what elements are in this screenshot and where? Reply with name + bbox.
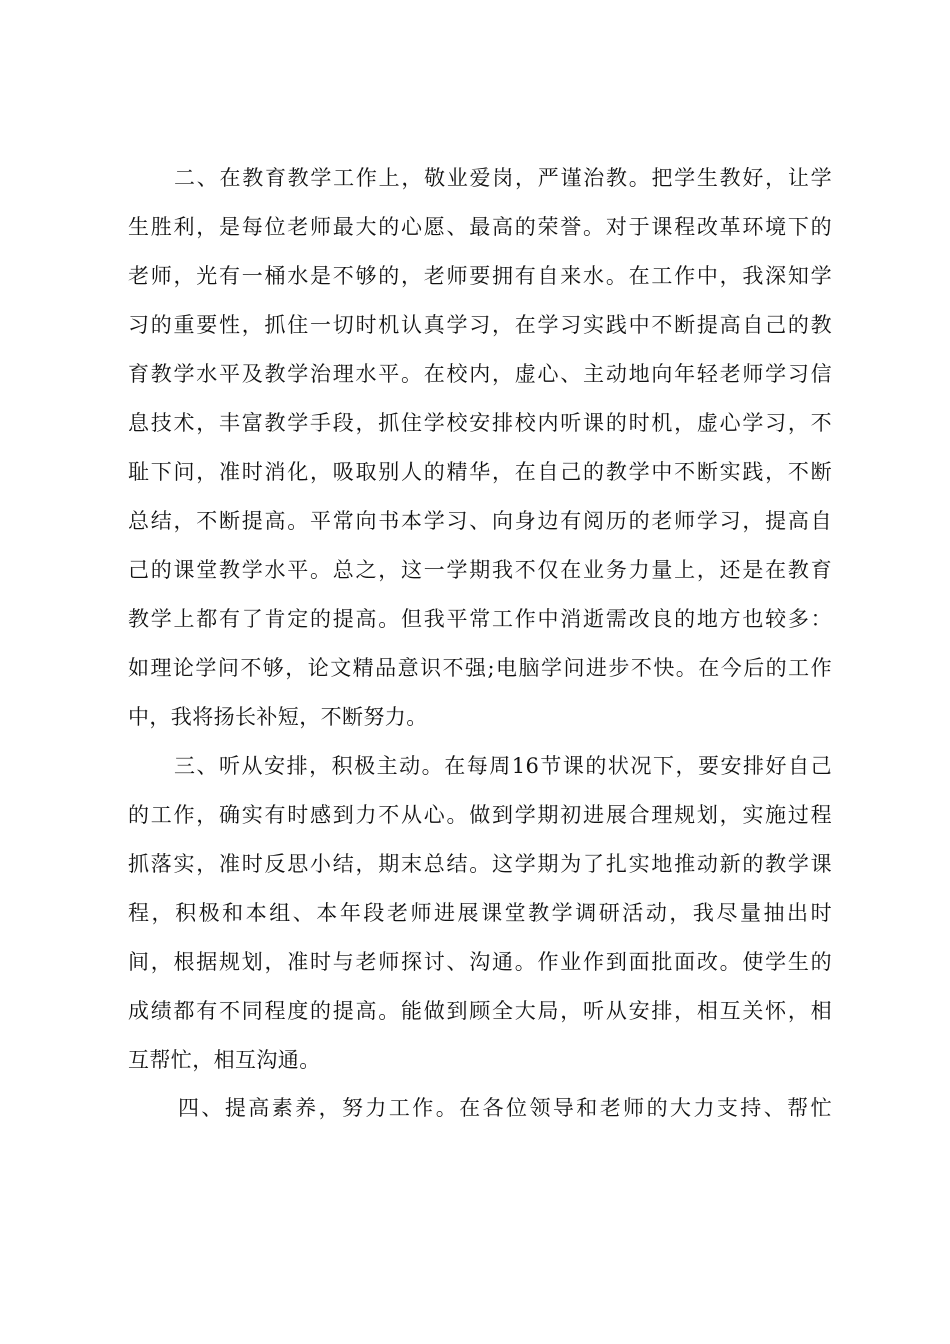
text-line: 二、在教育教学工作上，敬业爱岗，严谨治教。把学生教好，让学 [174, 166, 832, 190]
text-line: 的工作，确实有时感到力不从心。做到学期初进展合理规划，实施过程 [128, 803, 832, 827]
text-line: 教学上都有了肯定的提高。但我平常工作中消逝需改良的地方也较多： [128, 607, 832, 631]
text-line: 四、提高素养，努力工作。在各位领导和老师的大力支持、帮忙 [178, 1096, 832, 1120]
text-line: 如理论学问不够，论文精品意识不强;电脑学问进步不快。在今后的工作 [128, 656, 832, 680]
text-line: 育教学水平及教学治理水平。在校内，虚心、主动地向年轻老师学习信 [128, 362, 832, 386]
text-line: 间，根据规划，准时与老师探讨、沟通。作业作到面批面改。使学生的 [128, 950, 832, 974]
text-line: 抓落实，准时反思小结，期末总结。这学期为了扎实地推动新的教学课 [128, 852, 832, 876]
text-line: 生胜利，是每位老师最大的心愿、最高的荣誉。对于课程改革环境下的 [128, 215, 832, 239]
text-line: 耻下问，准时消化，吸取别人的精华，在自己的教学中不断实践，不断 [128, 460, 832, 484]
text-line: 互帮忙，相互沟通。 [128, 1048, 321, 1072]
text-line: 总结，不断提高。平常向书本学习、向身边有阅历的老师学习，提高自 [128, 509, 832, 533]
text-line: 程，积极和本组、本年段老师进展课堂教学调研活动，我尽量抽出时 [128, 901, 832, 925]
text-line: 习的重要性，抓住一切时机认真学习，在学习实践中不断提高自己的教 [128, 313, 832, 337]
text-line: 三、听从安排，积极主动。在每周16节课的状况下，要安排好自己 [174, 754, 832, 778]
text-line: 老师，光有一桶水是不够的，老师要拥有自来水。在工作中，我深知学 [128, 264, 832, 288]
paragraph-four [128, 1084, 832, 1133]
text-line: 己的课堂教学水平。总之，这一学期我不仅在业务力量上，还是在教育 [128, 558, 832, 582]
paragraph-three [128, 742, 832, 1085]
text-line: 成绩都有不同程度的提高。能做到顾全大局，听从安排，相互关怀，相 [128, 999, 832, 1023]
text-line: 中，我将扬长补短，不断努力。 [128, 705, 428, 729]
paragraph-two [128, 154, 832, 742]
text-line: 息技术，丰富教学手段，抓住学校安排校内听课的时机，虚心学习，不 [128, 411, 832, 435]
